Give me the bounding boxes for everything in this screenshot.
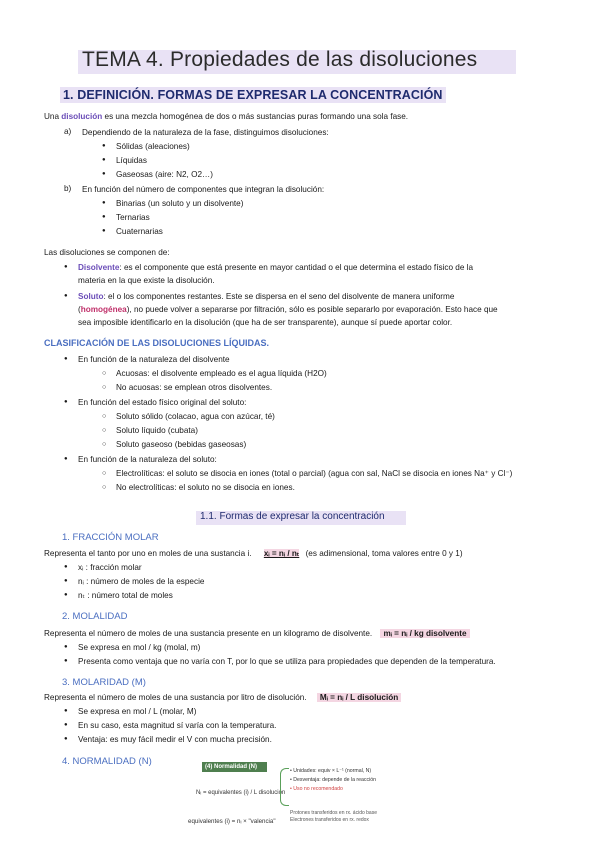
- group-item: ● En función de la naturaleza del disolvente: [78, 354, 230, 365]
- normalidad-figure: [180, 762, 420, 832]
- list-item: ● Gaseosas (aire: N2, O2…): [116, 169, 213, 180]
- figure-brace: [280, 768, 289, 806]
- figure-notes: [290, 767, 376, 794]
- page-title: TEMA 4. Propiedades de las disoluciones: [82, 48, 478, 71]
- list-a-text: Dependiendo de la naturaleza de la fase, distinguimos disoluciones:: [82, 128, 329, 137]
- list-item: ● nᵢ : número de moles de la especie: [78, 576, 204, 587]
- list-item: ● En su caso, esta magnitud sí varía con la temperatura.: [78, 720, 276, 731]
- molalidad-heading: 2. MOLALIDAD: [62, 611, 128, 622]
- figure-small-note: Electrones transferidos en rx. redox: [290, 817, 369, 823]
- fm-note: (es adimensional, toma valores entre 0 y 1): [305, 549, 463, 558]
- mola-desc: Representa el número de moles de una sustancia por litro de disolución.: [44, 693, 307, 702]
- list-item: ● Presenta como ventaja que no varía con T, por lo que se utiliza para propiedades que dependen de la temperatura.: [78, 656, 496, 667]
- figure-label: (4) Normalidad (N): [202, 762, 267, 772]
- normalidad-heading: 4. NORMALIDAD (N): [62, 756, 152, 767]
- disolvente-line-2: materia en la que existe la disolución.: [78, 276, 215, 285]
- soluto-line-1: [78, 291, 454, 302]
- disolvente-line-1: [78, 262, 473, 273]
- molaridad-heading: 3. MOLARIDAD (M): [62, 677, 146, 688]
- list-item: ● Líquidas: [116, 155, 147, 166]
- subgroup-item: ○ Soluto líquido (cubata): [116, 425, 198, 436]
- list-item: ● Se expresa en mol / kg (molal, m): [78, 642, 200, 653]
- list-item: ● Cuaternarias: [116, 226, 163, 237]
- soluto-term: Soluto: [78, 292, 104, 301]
- list-b-text: En función del número de componentes que integran la disolución:: [82, 185, 325, 194]
- fraccion-molar-heading: 1. FRACCIÓN MOLAR: [62, 532, 159, 543]
- disolvente-term: Disolvente: [78, 263, 120, 272]
- section-heading-1: [60, 88, 446, 102]
- molalidad-text: [44, 628, 470, 639]
- molaridad-text: [44, 692, 401, 703]
- mola-formula: Mᵢ = nᵢ / L disolución: [317, 693, 401, 702]
- definition-paragraph: [44, 111, 408, 122]
- mol-desc: Representa el número de moles de una sustancia presente en un kilogramo de disolvente.: [44, 629, 373, 638]
- soluto-paren: (: [78, 305, 81, 314]
- list-item: ● Ventaja: es muy fácil medir el V con mucha precisión.: [78, 734, 272, 745]
- clasificacion-heading: CLASIFICACIÓN DE LAS DISOLUCIONES LÍQUIDAS.: [44, 338, 270, 348]
- intro-term: disolución: [61, 112, 103, 121]
- soluto-line-2: [78, 304, 498, 315]
- list-item: ● nₜ : número total de moles: [78, 590, 173, 601]
- figure-note: • Desventaja: depende de la reacción: [290, 777, 377, 783]
- list-item: ● Ternarias: [116, 212, 150, 223]
- figure-equivalents: equivalentes (i) = nᵢ × "valencia": [188, 818, 276, 825]
- subsection-heading-text: 1.1. Formas de expresar la concentración: [200, 511, 385, 522]
- page-title-block: [60, 48, 516, 76]
- components-intro: Las disoluciones se componen de:: [44, 248, 170, 257]
- group-item: ● En función del estado físico original del soluto:: [78, 397, 246, 408]
- subgroup-item: ○ Soluto sólido (colacao, agua con azúcar, té): [116, 411, 275, 422]
- figure-small-note: Protones transferidos en rx. ácido base: [290, 810, 377, 816]
- fm-formula: xᵢ = nᵢ / nₜ: [263, 549, 300, 558]
- intro-post: es una mezcla homogénea de dos o más sustancias puras formando una sola fase.: [102, 112, 409, 121]
- section-heading-1-text: 1. DEFINICIÓN. FORMAS DE EXPRESAR LA CONCENTRACIÓN: [60, 87, 446, 103]
- group-item: ● En función de la naturaleza del soluto:: [78, 454, 217, 465]
- subgroup-item: ○ Electrolíticas: el soluto se disocia en iones (total o parcial) (agua con sal, NaCl se disocia en iones Na⁺ y Cl⁻): [116, 468, 512, 479]
- list-marker-a: a): [64, 127, 72, 136]
- list-item: ● Sólidas (aleaciones): [116, 141, 190, 152]
- figure-formula: Nᵢ = equivalentes (i) / L disolución: [196, 790, 286, 796]
- figure-note-warning: • Uso no recomendado: [290, 786, 343, 792]
- subgroup-item: ○ No electrolíticas: el soluto no se disocia en iones.: [116, 482, 295, 493]
- disolvente-text: : es el componente que está presente en mayor cantidad o el que determina el estado físico de la: [119, 263, 474, 272]
- subgroup-item: ○ Soluto gaseoso (bebidas gaseosas): [116, 439, 246, 450]
- soluto-text-2: ), no puede volver a separarse por filtración, sólo es posible separarlo por evaporación. Esto hace que: [126, 305, 498, 314]
- subgroup-item: ○ No acuosas: se emplean otros disolventes.: [116, 382, 272, 393]
- fm-desc: Representa el tanto por uno en moles de una sustancia i.: [44, 549, 252, 558]
- subsection-heading: [196, 511, 406, 525]
- fraccion-molar-text: [44, 548, 463, 559]
- list-marker-b: b): [64, 184, 72, 193]
- subgroup-item: ○ Acuosas: el disolvente empleado es el agua líquida (H2O): [116, 368, 327, 379]
- mol-formula: mᵢ = nᵢ / kg disolvente: [380, 629, 469, 638]
- soluto-text: : el o los componentes restantes. Este se dispersa en el seno del disolvente de manera uniforme: [103, 292, 455, 301]
- list-item: ● Binarias (un soluto y un disolvente): [116, 198, 243, 209]
- list-item: ● Se expresa en mol / L (molar, M): [78, 706, 196, 717]
- soluto-line-3: sea imposible identificarlo en la disolución (que ha de ser transparente), aunque sí puede aportar color.: [78, 318, 453, 327]
- list-item: ● xᵢ : fracción molar: [78, 562, 142, 573]
- figure-note: • Unidades: equiv × L⁻¹ (normal, N): [290, 768, 372, 774]
- homogenea-term: homogénea: [80, 305, 127, 314]
- intro-pre: Una: [44, 112, 62, 121]
